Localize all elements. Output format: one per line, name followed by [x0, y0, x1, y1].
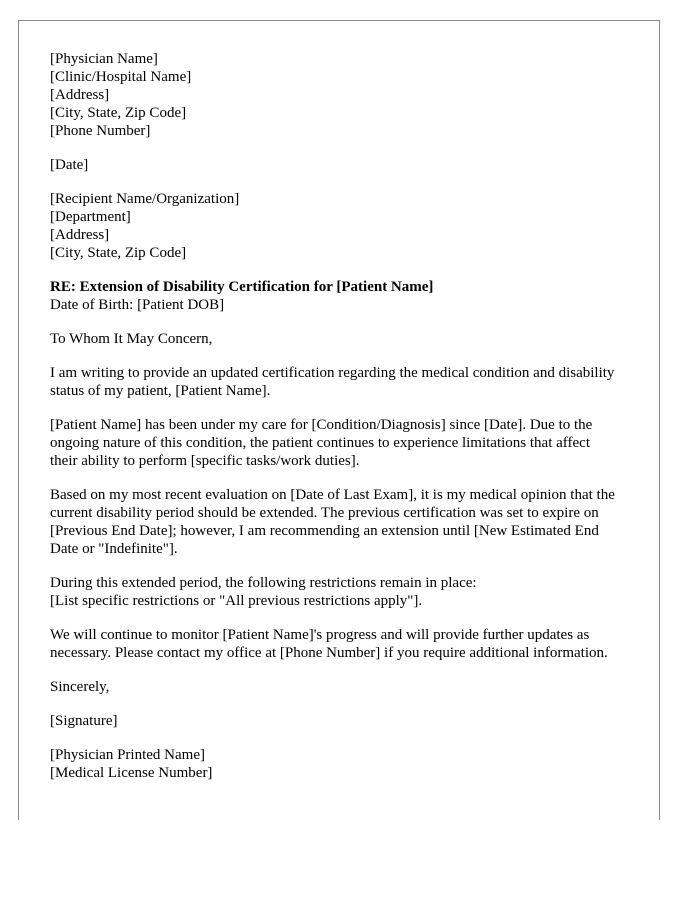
subject-dob-line: Date of Birth: [Patient DOB]: [50, 297, 225, 313]
salutation: To Whom It May Concern,: [50, 331, 213, 347]
letter-page: [18, 20, 660, 820]
sender-address-block: [50, 50, 620, 140]
closing: Sincerely,: [50, 679, 110, 695]
sender-clinic-name: [Clinic/Hospital Name]: [50, 69, 192, 85]
signature-placeholder: [Signature]: [50, 713, 118, 729]
sender-address: [Address]: [50, 87, 110, 103]
body-paragraph-2: [Patient Name] has been under my care for [Condition/Diagnosis] since [Date]. Due to the ongoing nature of this condition, the patient continues to experience limitations that affect their ability to perform [specific tasks/work duties].: [50, 417, 593, 469]
recipient-name: [Recipient Name/Organization]: [50, 191, 240, 207]
subject-re-line: RE: Extension of Disability Certification for [Patient Name]: [50, 279, 434, 295]
restrictions-intro: During this extended period, the following restrictions remain in place:: [50, 575, 477, 591]
letter-content: [50, 50, 620, 782]
body-paragraph-3: Based on my most recent evaluation on [Date of Last Exam], it is my medical opinion that the current disability period should be extended. The previous certification was set to expire on [Previous End Date]; however, I am recommending an extension until [New Estimated End Date or "Indefinite"].: [50, 487, 615, 557]
restrictions-list: [List specific restrictions or "All previous restrictions apply"].: [50, 593, 423, 609]
signature-block: [50, 746, 620, 782]
recipient-department: [Department]: [50, 209, 131, 225]
medical-license-number: [Medical License Number]: [50, 765, 213, 781]
sender-physician-name: [Physician Name]: [50, 51, 158, 67]
sender-city-state-zip: [City, State, Zip Code]: [50, 105, 187, 121]
recipient-address: [Address]: [50, 227, 110, 243]
body-paragraph-1: I am writing to provide an updated certification regarding the medical condition and disability status of my patient, [Patient Name].: [50, 365, 615, 399]
sender-phone: [Phone Number]: [50, 123, 151, 139]
physician-printed-name: [Physician Printed Name]: [50, 747, 205, 763]
body-paragraph-4: [50, 574, 620, 610]
body-paragraph-5: We will continue to monitor [Patient Name]'s progress and will provide further updates as necessary. Please contact my office at [Phone Number] if you require additional information.: [50, 627, 608, 661]
letter-date: [Date]: [50, 157, 89, 173]
recipient-city-state-zip: [City, State, Zip Code]: [50, 245, 187, 261]
subject-block: [50, 278, 620, 314]
recipient-address-block: [50, 190, 620, 262]
